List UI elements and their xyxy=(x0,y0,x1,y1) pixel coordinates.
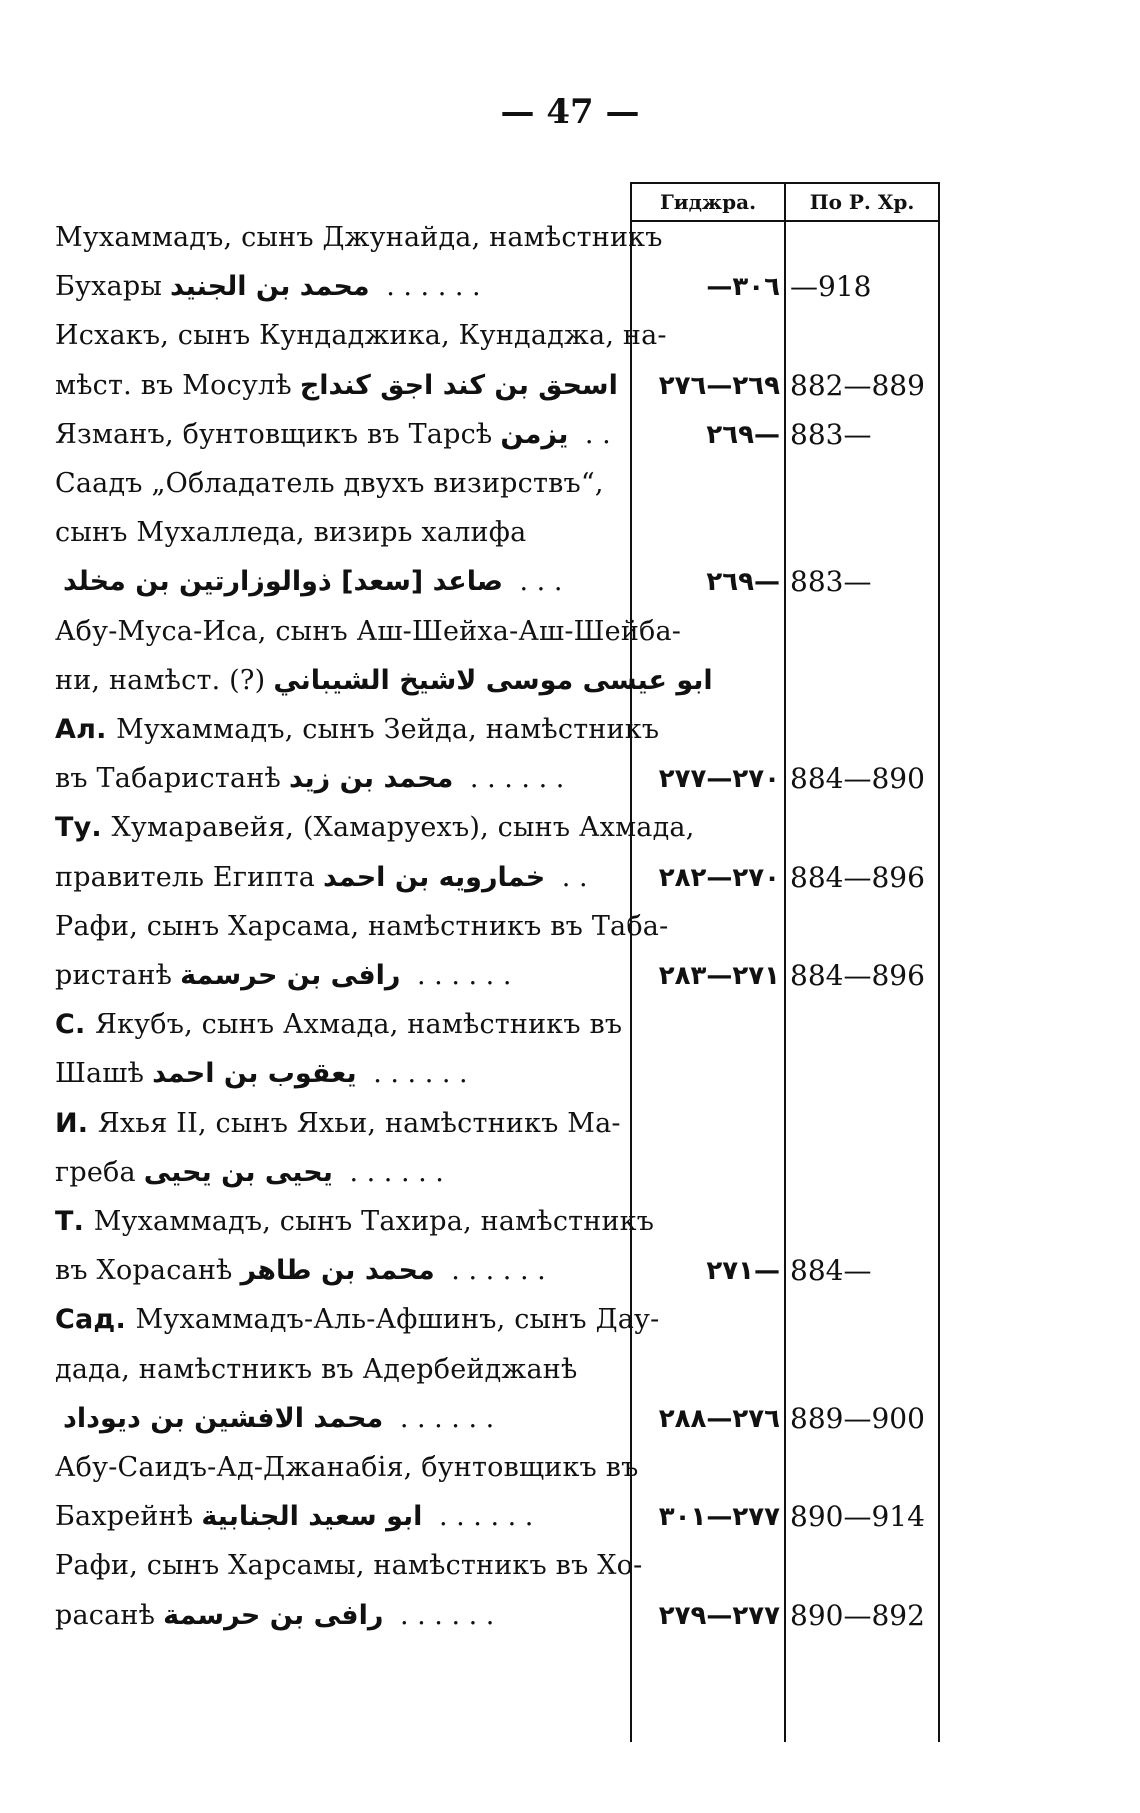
entry-text: правитель Египта xyxy=(55,862,316,893)
entry-text: Рафи, сынъ Харсама, намѣстникъ въ Таба- xyxy=(55,911,669,942)
arabic-name: اسحق بن كند اجق كنداج xyxy=(299,370,618,401)
entry-line xyxy=(55,1491,620,1543)
ad-date: 889—900 xyxy=(790,1402,925,1435)
entry-text: Мухаммадъ-Аль-Афшинъ, сынъ Дау- xyxy=(135,1304,660,1335)
entry-text: Исхакъ, сынъ Кундаджика, Кундаджа, на- xyxy=(55,320,667,351)
hijra-date: ٢٦٩— xyxy=(706,567,780,597)
hijra-column-header: Гиджра. xyxy=(659,190,757,214)
entry-text: дада, намѣстникъ въ Адербейджанѣ xyxy=(55,1354,578,1385)
arabic-name: صاعد [سعد] ذوالوزارتين بن مخلد xyxy=(63,566,503,597)
entry-lead: Ту. xyxy=(55,812,112,843)
ad-column-header: По Р. Хр. xyxy=(809,190,915,214)
leader-dots: . . . . . . xyxy=(364,1058,468,1089)
leader-dots: . . . . . . xyxy=(408,960,512,991)
entry-line xyxy=(55,458,620,510)
entry-text: Саадъ „Обладатель двухъ визирствъ“, xyxy=(55,468,604,499)
ad-date: 884—896 xyxy=(790,861,925,894)
hijra-date: ٢٧٠—٢٨٢ xyxy=(658,863,780,893)
entry-line xyxy=(55,606,682,658)
entry-text: Шашѣ xyxy=(55,1058,145,1089)
entry-line xyxy=(55,1147,620,1199)
entry-text: Яхья II, сынъ Яхьи, намѣстникъ Ма- xyxy=(97,1108,621,1139)
ad-date: 884—890 xyxy=(790,762,925,795)
entry-text: Бахрейнѣ xyxy=(55,1501,194,1532)
hijra-date: —٣٠٦ xyxy=(706,272,780,302)
arabic-name: محمد بن طاهر xyxy=(240,1255,435,1286)
hijra-date: ٢٧٧—٣٠١ xyxy=(658,1502,780,1532)
entry-line xyxy=(55,1048,620,1100)
hijra-date: ٢٦٩— xyxy=(706,420,780,450)
arabic-name: يزمن xyxy=(500,419,569,450)
entry-text: въ Хорасанѣ xyxy=(55,1255,233,1286)
ad-date: 882—889 xyxy=(790,369,925,402)
entry-line xyxy=(55,556,620,608)
arabic-name: يحيى بن يحيى xyxy=(143,1157,333,1188)
entry-text: Мухаммадъ, сынъ Джунайда, намѣстникъ xyxy=(55,222,663,253)
entry-line xyxy=(55,1098,620,1150)
entry-lead: С. xyxy=(55,1009,96,1040)
leader-dots: . . . . . . xyxy=(391,1403,495,1434)
hijra-date: ٢٧١—٢٨٣ xyxy=(658,961,780,991)
entry-text: Хумаравейя, (Хамаруехъ), сынъ Ахмада, xyxy=(111,812,695,843)
arabic-name: محمد بن الجنيد xyxy=(170,271,370,302)
entry-line xyxy=(55,1245,620,1297)
ad-column-right-rule xyxy=(938,182,940,1742)
entry-lead: Сад. xyxy=(55,1304,136,1335)
entry-text: расанѣ xyxy=(55,1600,156,1631)
entry-line xyxy=(55,655,713,707)
entry-line xyxy=(55,360,620,412)
ad-date: 890—914 xyxy=(790,1500,925,1533)
entry-line xyxy=(55,1196,655,1248)
leader-dots: . . xyxy=(553,862,588,893)
entry-text: греба xyxy=(55,1157,136,1188)
entry-line xyxy=(55,1393,620,1445)
leader-dots: . . . . . . xyxy=(430,1501,534,1532)
entry-lead: И. xyxy=(55,1108,98,1139)
leader-dots: . . . xyxy=(510,566,563,597)
entry-text: сынъ Мухалледа, визирь халифа xyxy=(55,517,527,548)
ad-date: 884—896 xyxy=(790,959,925,992)
hijra-date: ٢٧٠—٢٧٧ xyxy=(658,764,780,794)
entry-line xyxy=(55,901,669,953)
entry-text: Якубъ, сынъ Ахмада, намѣстникъ въ xyxy=(95,1009,623,1040)
arabic-name: محمد بن زيد xyxy=(288,763,454,794)
arabic-name: رافی بن حرسمة xyxy=(163,1600,384,1631)
entry-text: Бухары xyxy=(55,271,163,302)
entry-text: мѣст. въ Мосулѣ xyxy=(55,370,292,401)
entry-text: Язманъ, бунтовщикъ въ Тарсѣ xyxy=(55,419,493,450)
hijra-date: ٢٧٧—٢٧٩ xyxy=(658,1601,780,1631)
leader-dots: . . . . . . xyxy=(442,1255,546,1286)
entry-text: Абу-Муса-Иса, сынъ Аш-Шейха-Аш-Шейба- xyxy=(55,616,682,647)
hijra-date: ٢٦٩—٢٧٦ xyxy=(658,371,780,401)
entry-line xyxy=(55,852,620,904)
entry-line xyxy=(55,310,667,362)
entry-line xyxy=(55,1540,643,1592)
leader-dots: . . xyxy=(576,419,611,450)
arabic-name: ابو سعيد الجنابية xyxy=(201,1501,423,1532)
ad-date: 884— xyxy=(790,1254,872,1287)
entry-text: Мухаммадъ, сынъ Зейда, намѣстникъ xyxy=(116,714,660,745)
ad-date: 883— xyxy=(790,418,872,451)
entry-line xyxy=(55,999,623,1051)
entry-line xyxy=(55,507,620,559)
entry-line xyxy=(55,950,620,1002)
column-divider-rule xyxy=(784,182,786,1742)
entry-line xyxy=(55,1294,660,1346)
arabic-name: يعقوب بن احمد xyxy=(152,1058,357,1089)
entry-line xyxy=(55,1590,620,1642)
arabic-name: محمد الافشين بن ديوداد xyxy=(63,1403,384,1434)
arabic-name: خمارويه بن احمد xyxy=(323,862,546,893)
hijra-date: ٢٧٦—٢٨٨ xyxy=(658,1404,780,1434)
entry-text: ни, намѣст. (?) xyxy=(55,665,266,696)
entry-line xyxy=(55,753,620,805)
entry-lead: Т. xyxy=(55,1206,94,1237)
entry-text: ристанѣ xyxy=(55,960,173,991)
entry-line xyxy=(55,802,695,854)
leader-dots: . . . . . . xyxy=(377,271,481,302)
entry-line xyxy=(55,1344,620,1396)
entry-text: Рафи, сынъ Харсамы, намѣстникъ въ Хо- xyxy=(55,1550,643,1581)
page-number: — 47 — xyxy=(500,92,640,132)
entry-text: въ Табаристанѣ xyxy=(55,763,281,794)
arabic-name: ابو عيسى موسى لاشيخ الشيباني xyxy=(273,665,713,696)
entry-text: Мухаммадъ, сынъ Тахира, намѣстникъ xyxy=(93,1206,655,1237)
ad-date: 890—892 xyxy=(790,1599,925,1632)
entry-line xyxy=(55,1442,639,1494)
ad-date: 883— xyxy=(790,565,872,598)
leader-dots: . . . . . . xyxy=(461,763,565,794)
entry-line xyxy=(55,212,663,264)
entry-lead: Ал. xyxy=(55,714,117,745)
entry-line xyxy=(55,409,620,461)
leader-dots: . . . . . . xyxy=(391,1600,495,1631)
hijra-date: ٢٧١— xyxy=(706,1256,780,1286)
leader-dots: . . . . . . xyxy=(340,1157,444,1188)
entry-line xyxy=(55,261,620,313)
entry-text: Абу-Саидъ-Ад-Джанабія, бунтовщикъ въ xyxy=(55,1452,639,1483)
entry-line xyxy=(55,704,660,756)
ad-date: —918 xyxy=(790,270,872,303)
arabic-name: رافی بن حرسمة xyxy=(180,960,401,991)
